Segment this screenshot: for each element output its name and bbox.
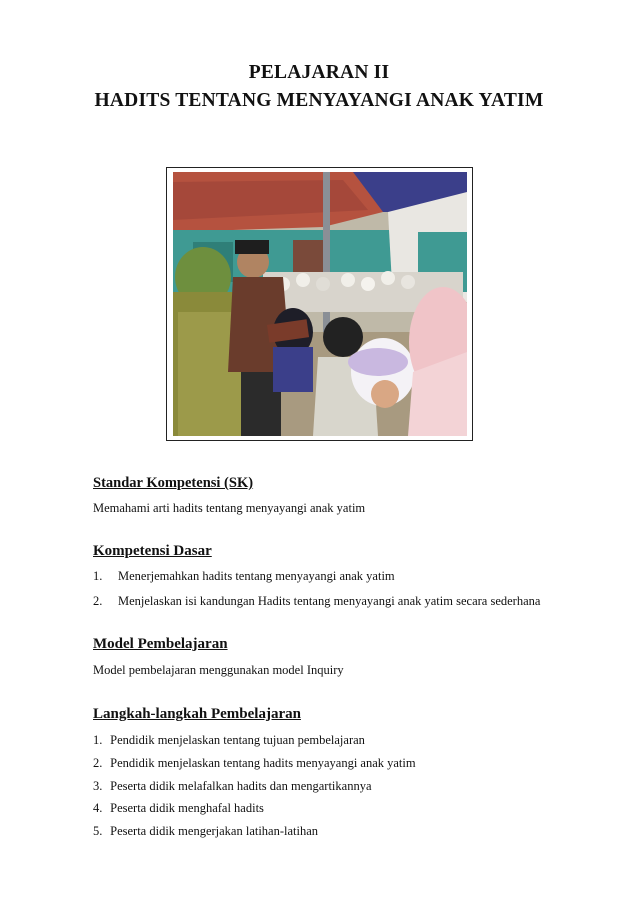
heading-kompetensi-dasar: Kompetensi Dasar [93,543,212,559]
sk-text: Memahami arti hadits tentang menyayangi anak yatim [93,501,366,515]
heading-model-pembelajaran: Model Pembelajaran [93,636,228,652]
heading-standar-kompetensi: Standar Kompetensi (SK) [93,475,254,491]
list-text: Menerjemahkan hadits tentang menyayangi anak yatim [118,569,395,583]
model-text: Model pembelajaran menggunakan model Inquiry [93,663,344,677]
list-text: Pendidik menjelaskan tentang hadits menyayangi anak yatim [110,756,416,770]
list-number: 1. [93,733,103,747]
list-text: Peserta didik mengerjakan latihan-latihan [110,824,319,838]
list-number: 2. [93,594,103,608]
list-item [93,733,365,748]
photo-illustration [173,172,467,436]
list-text: Peserta didik melafalkan hadits dan mengartikannya [110,779,372,793]
list-item [93,801,264,816]
list-item [93,756,416,771]
list-item [93,569,395,584]
heading-langkah-pembelajaran: Langkah-langkah Pembelajaran [93,706,301,722]
list-number: 1. [93,569,103,583]
list-number: 4. [93,801,103,815]
page-title-line2: HADITS TENTANG MENYAYANGI ANAK YATIM [94,90,544,111]
photo-frame [166,167,473,441]
list-number: 5. [93,824,103,838]
list-text: Pendidik menjelaskan tentang tujuan pembelajaran [110,733,365,747]
list-number: 3. [93,779,103,793]
list-number: 2. [93,756,103,770]
list-item [93,824,318,839]
list-item [93,779,372,794]
list-item [93,594,540,609]
list-text: Peserta didik menghafal hadits [110,801,264,815]
list-text: Menjelaskan isi kandungan Hadits tentang menyayangi anak yatim secara sederhana [118,594,541,608]
page-title-line1: PELAJARAN II [248,62,390,83]
